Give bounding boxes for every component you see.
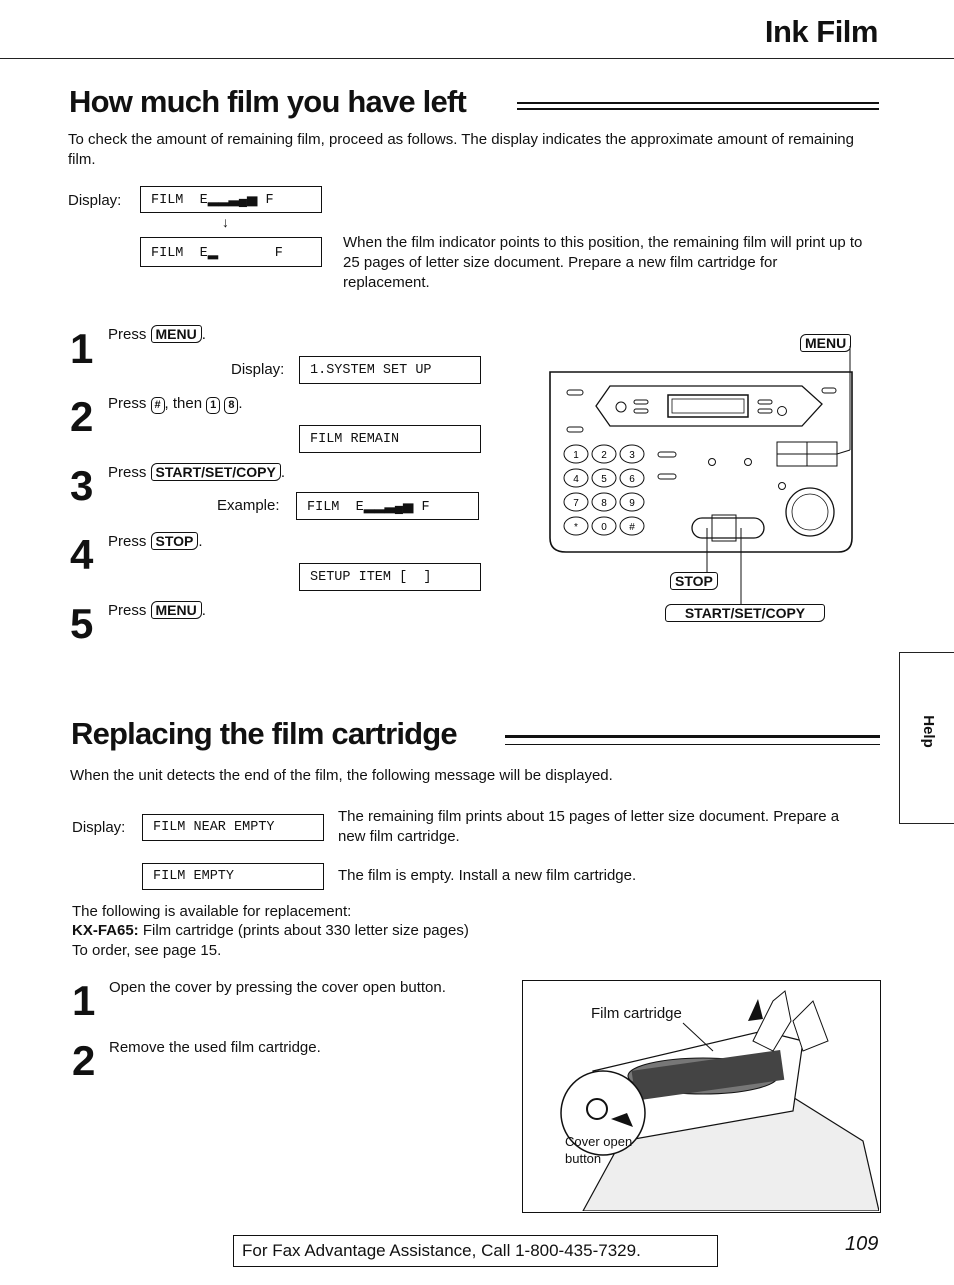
step-text: Press <box>108 464 151 481</box>
lcd-film-low: FILM E▂ F <box>140 237 322 267</box>
keypad-key-label: * <box>574 522 578 533</box>
lcd-system-set-up: 1.SYSTEM SET UP <box>299 356 481 384</box>
start-set-copy-key: START/SET/COPY <box>151 463 281 481</box>
keypad-key-label: 0 <box>601 522 607 533</box>
near-empty-note: The remaining film prints about 15 pages of letter size document. Prepare a new film cartridge. <box>338 808 840 845</box>
lcd-film-empty: FILM EMPTY <box>142 863 324 890</box>
step-4-text <box>108 532 203 552</box>
hash-key: # <box>151 397 165 414</box>
control-panel-diagram <box>540 330 870 630</box>
help-side-tab <box>899 652 954 824</box>
replace-step-1-text: Open the cover by pressing the cover open button. <box>109 979 446 996</box>
low-film-note: When the film indicator points to this position, the remaining film will print up to 25 pages of letter size document. Prepare a new film cartridge for replacement. <box>343 234 863 291</box>
keypad-key-label: # <box>629 522 635 533</box>
stop-callout: STOP <box>670 572 718 590</box>
step-punct: . <box>238 395 243 412</box>
step-1-text <box>108 325 206 345</box>
section-intro: When the unit detects the end of the film, the following message will be displayed. <box>70 767 613 784</box>
example-label: Example: <box>217 497 280 514</box>
step-punct: . <box>280 464 285 481</box>
keypad-key-label: 1 <box>573 450 579 461</box>
step-text: Press <box>108 533 151 550</box>
menu-callout: MENU <box>800 334 851 352</box>
section-title-replacing: Replacing the film cartridge <box>71 716 457 751</box>
menu-key: MENU <box>151 325 202 343</box>
keypad-key-label: 7 <box>573 498 579 509</box>
replace-step-2-text: Remove the used film cartridge. <box>109 1039 321 1056</box>
display-label: Display: <box>231 361 285 378</box>
page-number: 109 <box>845 1233 879 1255</box>
step-3-text <box>108 463 285 483</box>
keypad-key-label: 9 <box>629 498 635 509</box>
step-number: 1 <box>72 977 96 1024</box>
lcd-film-near-empty: FILM NEAR EMPTY <box>142 814 324 841</box>
section-intro: To check the amount of remaining film, proceed as follows. The display indicates the approximate amount of remaining film. <box>68 131 854 168</box>
step-number: 1 <box>70 325 94 372</box>
help-tab-label: Help <box>919 715 937 748</box>
step-number: 5 <box>70 600 94 647</box>
start-set-copy-callout: START/SET/COPY <box>665 604 825 622</box>
key-8: 8 <box>224 397 238 414</box>
step-punct: . <box>198 533 203 550</box>
header-rule <box>0 58 954 59</box>
label-film-cartridge: Film cartridge <box>591 1005 682 1022</box>
step-punct: . <box>201 602 206 619</box>
key-1: 1 <box>206 397 220 414</box>
model-description: Film cartridge (prints about 330 letter size pages) <box>138 922 469 939</box>
cartridge-figure <box>522 980 881 1213</box>
keypad-key-label: 5 <box>601 474 607 485</box>
running-header: Ink Film <box>764 14 878 49</box>
step-number: 2 <box>70 393 94 440</box>
keypad-key-label: 4 <box>573 474 579 485</box>
empty-note: The film is empty. Install a new film cartridge. <box>338 867 637 884</box>
step-text: Press <box>108 395 151 412</box>
display-label: Display: <box>72 819 126 836</box>
section-title-film-left: How much film you have left <box>69 84 466 119</box>
title-rule <box>517 102 879 110</box>
menu-key: MENU <box>151 601 202 619</box>
lcd-film-full: FILM E▂▂▃▄▅ F <box>140 186 322 213</box>
down-arrow-icon: ↓ <box>222 214 229 230</box>
order-line: To order, see page 15. <box>72 942 222 959</box>
lcd-example: FILM E▂▂▃▄▅ F <box>296 492 479 520</box>
step-text: Press <box>108 326 151 343</box>
fax-cartridge-illustration <box>523 981 879 1211</box>
lcd-setup-item: SETUP ITEM [ ] <box>299 563 481 591</box>
stop-key: STOP <box>151 532 199 550</box>
keypad-key-label: 3 <box>629 450 635 461</box>
keypad-key-label: 8 <box>601 498 607 509</box>
step-number: 4 <box>70 531 94 578</box>
step-2-text <box>108 394 243 414</box>
availability-line: The following is available for replacement: <box>72 903 352 920</box>
keypad-key-label: 6 <box>629 474 635 485</box>
step-number: 3 <box>70 462 94 509</box>
model-number: KX-FA65: <box>72 922 139 939</box>
lcd-film-remain: FILM REMAIN <box>299 425 481 453</box>
title-rule <box>505 735 880 745</box>
step-punct: . <box>201 326 206 343</box>
assistance-banner: For Fax Advantage Assistance, Call 1-800-435-7329. <box>233 1235 718 1267</box>
step-text: , then <box>164 395 207 412</box>
step-5-text <box>108 601 206 621</box>
keypad-key-label: 2 <box>601 450 607 461</box>
model-line <box>72 921 469 941</box>
label-cover-open-button: Cover open button <box>565 1134 633 1166</box>
display-label: Display: <box>68 192 122 209</box>
step-text: Press <box>108 602 151 619</box>
step-number: 2 <box>72 1037 96 1084</box>
